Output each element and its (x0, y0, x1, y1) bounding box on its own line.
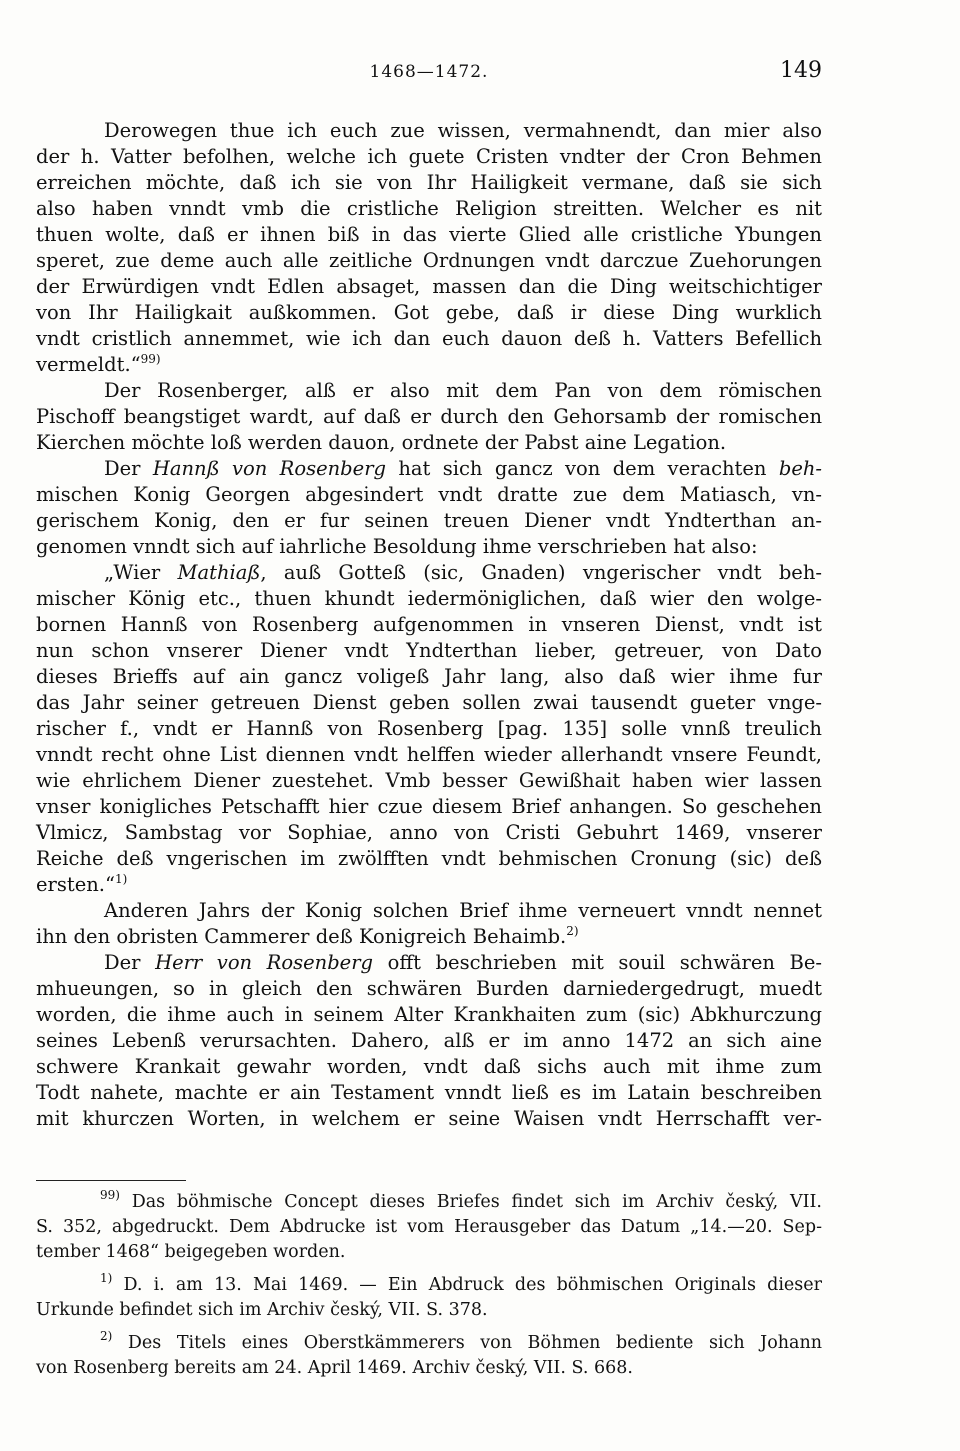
footnote-text: von Rosenberg bereits am 24. April 1469. Archiv český, VII. S. 668. (36, 1358, 633, 1378)
text-line (36, 118, 822, 144)
text-line (36, 1028, 822, 1054)
text-line (36, 430, 822, 456)
footnote-text: D. i. am 13. Mai 1469. — Ein Abdruck des böhmischen Originals dieser (123, 1275, 822, 1295)
text-line (36, 716, 822, 742)
text-line (36, 144, 822, 170)
footnote-line (36, 1298, 822, 1323)
line-text: genomen vnndt sich auf iahrliche Besoldung ihme verschrieben hat also: (36, 535, 758, 558)
footnote-ref: 2) (566, 924, 579, 938)
text-line (36, 846, 822, 872)
line-text: nun schon vnserer Diener vndt Yndterthan lieber, getreuer, von Dato (36, 639, 822, 662)
text-line (36, 482, 822, 508)
line-text: vnser konigliches Petschafft hier czue diesem Brief anhangen. So geschehen (36, 795, 822, 818)
text-line (36, 1106, 822, 1132)
text-line (36, 976, 822, 1002)
footnote-text: S. 352, abgedruckt. Dem Abdrucke ist vom Herausgeber das Datum „14.—20. Sep- (36, 1217, 822, 1237)
text-line (36, 248, 822, 274)
footnote-mark: 2) (100, 1329, 113, 1343)
text-fragment: offt beschrieben mit souil schwären Be- (373, 951, 822, 974)
text-line (36, 1054, 822, 1080)
line-text: vndt cristlich annemmet, wie ich dan euch dauon deß h. Vatters Befellich (36, 327, 822, 350)
line-text: Kierchen möchte loß werden dauon, ordnete der Pabst aine Legation. (36, 431, 727, 454)
footnote-start (36, 1273, 822, 1298)
line-text: Todt nahete, machte er ain Testament vnndt ließ es im Latain beschreiben (36, 1081, 822, 1104)
text-line (36, 352, 822, 378)
running-head (36, 58, 822, 88)
footnote-line (36, 1356, 822, 1381)
text-line (36, 820, 822, 846)
text-line (36, 794, 822, 820)
line-text: Derowegen thue ich euch zue wissen, vermahnendt, dan mier also (104, 119, 822, 142)
line-text: mischen Konig Georgen abgesindert vndt dratte zue dem Matiasch, vn- (36, 483, 822, 506)
year-range: 1468—1472. (369, 62, 489, 82)
text-fragment: „Wier (104, 561, 178, 584)
line-text: der Erwürdigen vndt Edlen absaget, massen dan die Ding weitschichtiger (36, 275, 822, 298)
line-text: Der Rosenberger, alß er also mit dem Pan von dem römischen (104, 379, 822, 402)
text-line (36, 690, 822, 716)
footnotes (36, 1190, 822, 1381)
line-text: vermeldt.“ (36, 353, 141, 376)
footnote-text: tember 1468“ beigegeben worden. (36, 1242, 346, 1262)
line-text: dieses Brieffs auf ain gancz voligeß Jahr lang, also daß wier ihme fur (36, 665, 822, 688)
line-text: speret, zue deme auch alle zeitliche Ordnungen vndt darczue Zuehorungen (36, 249, 822, 272)
text-line (36, 274, 822, 300)
footnote-text: Des Titels eines Oberstkämmerers von Böhmen bediente sich Johann (127, 1333, 822, 1353)
line-text: das Jahr seiner getreuen Dienst geben sollen zwai tausendt gueter vnge- (36, 691, 822, 714)
italic-name: beh- (778, 457, 823, 480)
page-number: 149 (780, 58, 822, 83)
text-line (36, 300, 822, 326)
footnote-start (36, 1331, 822, 1356)
text-fragment: Der (104, 457, 153, 480)
line-text: Pischoff beangstiget wardt, auf daß er durch den Gehorsamb der romischen (36, 405, 822, 428)
text-line (36, 326, 822, 352)
footnote-line (36, 1240, 822, 1265)
text-fragment: , auß Gotteß (sic, Gnaden) vngerischer vndt beh- (260, 561, 822, 584)
line-text: Vlmicz, Sambstag vor Sophiae, anno von Cristi Gebuhrt 1469, vnserer (36, 821, 822, 844)
footnote-start (36, 1190, 822, 1215)
text-line (36, 508, 822, 534)
line-text: Anderen Jahrs der Konig solchen Brief ihme verneuert vnndt nennet (104, 899, 822, 922)
line-text: erreichen möchte, daß ich sie von Ihr Hailigkeit vermane, daß sie sich (36, 171, 822, 194)
line-text: worden, die ihme auch in seinem Alter Krankhaiten zum (sic) Abkhurczung (36, 1003, 822, 1026)
line-text: mit khurczen Worten, in welchem er seine Waisen vndt Herrschafft ver- (36, 1107, 822, 1130)
line-text: der h. Vatter befolhen, welche ich guete Cristen vndter der Cron Behmen (36, 145, 822, 168)
line-text: bornen Hannß von Rosenberg aufgenommen in vnseren Dienst, vndt ist (36, 613, 822, 636)
line-text: mischer König etc., thuen khundt iedermöniglichen, daß wier den wolge- (36, 587, 822, 610)
text-fragment: hat sich gancz von dem verachten (386, 457, 779, 480)
line-text: von Ihr Hailigkait außkommen. Got gebe, daß ir diese Ding wurklich (36, 301, 822, 324)
line-text: also haben vnndt vmb die cristliche Religion streitten. Welcher es nit (36, 197, 822, 220)
footnote-line (36, 1215, 822, 1240)
main-text (36, 118, 822, 1132)
footnote-text: Das böhmische Concept dieses Briefes findet sich im Archiv český, VII. (131, 1192, 822, 1212)
text-line (36, 586, 822, 612)
footnote-mark: 99) (100, 1188, 120, 1202)
text-line (36, 664, 822, 690)
text-line (36, 378, 822, 404)
text-line (36, 742, 822, 768)
footnote-ref: 1) (114, 872, 128, 886)
text-line (36, 534, 822, 560)
line-text: wie ehrlichem Diener zuestehet. Vmb besser Gewißhait haben wier lassen (36, 769, 822, 792)
line-text: mhueungen, so in gleich den schwären Burden darniedergedrugt, muedt (36, 977, 822, 1000)
line-text: ersten.“ (36, 873, 115, 896)
text-line (36, 170, 822, 196)
italic-name: Herr von Rosenberg (155, 951, 374, 974)
footnote-mark: 1) (100, 1271, 113, 1285)
footnote-text: Urkunde befindet sich im Archiv český, VII. S. 378. (36, 1300, 488, 1320)
text-line (36, 872, 822, 898)
text-fragment: Der (104, 951, 156, 974)
text-line (36, 1002, 822, 1028)
line-text: vnndt recht ohne List diennen vndt helffen wieder allerhandt vnsere Feundt, (36, 743, 822, 766)
italic-name: Mathiaß (177, 561, 261, 584)
line-text: rischer f., vndt er Hannß von Rosenberg [pag. 135] solle vnnß treulich (36, 717, 822, 740)
line-text: Reiche deß vngerischen im zwölfften vndt behmischen Cronung (sic) deß (36, 847, 822, 870)
text-line (36, 1080, 822, 1106)
text-line (36, 924, 822, 950)
text-line (36, 950, 822, 976)
text-line (36, 768, 822, 794)
text-line (36, 456, 822, 482)
text-line (36, 222, 822, 248)
text-line (36, 196, 822, 222)
line-text: gerischem Konig, den er fur seinen treuen Diener vndt Yndterthan an- (36, 509, 822, 532)
text-line (36, 560, 822, 586)
line-text: thuen wolte, daß er ihnen biß in das vierte Glied alle cristliche Ybungen (36, 223, 822, 246)
line-text: seines Lebenß verursachten. Dahero, alß er im anno 1472 an sich aine (36, 1029, 822, 1052)
text-line (36, 404, 822, 430)
line-text: ihn den obristen Cammerer deß Konigreich Behaimb. (36, 925, 567, 948)
line-text: schwere Krankait gewahr worden, vndt daß sichs auch mit ihme zum (36, 1055, 822, 1078)
footnote-rule (36, 1180, 186, 1181)
italic-name: Hannß von Rosenberg (152, 457, 387, 480)
text-line (36, 612, 822, 638)
text-line (36, 898, 822, 924)
footnote-ref: 99) (140, 352, 161, 366)
text-line (36, 638, 822, 664)
